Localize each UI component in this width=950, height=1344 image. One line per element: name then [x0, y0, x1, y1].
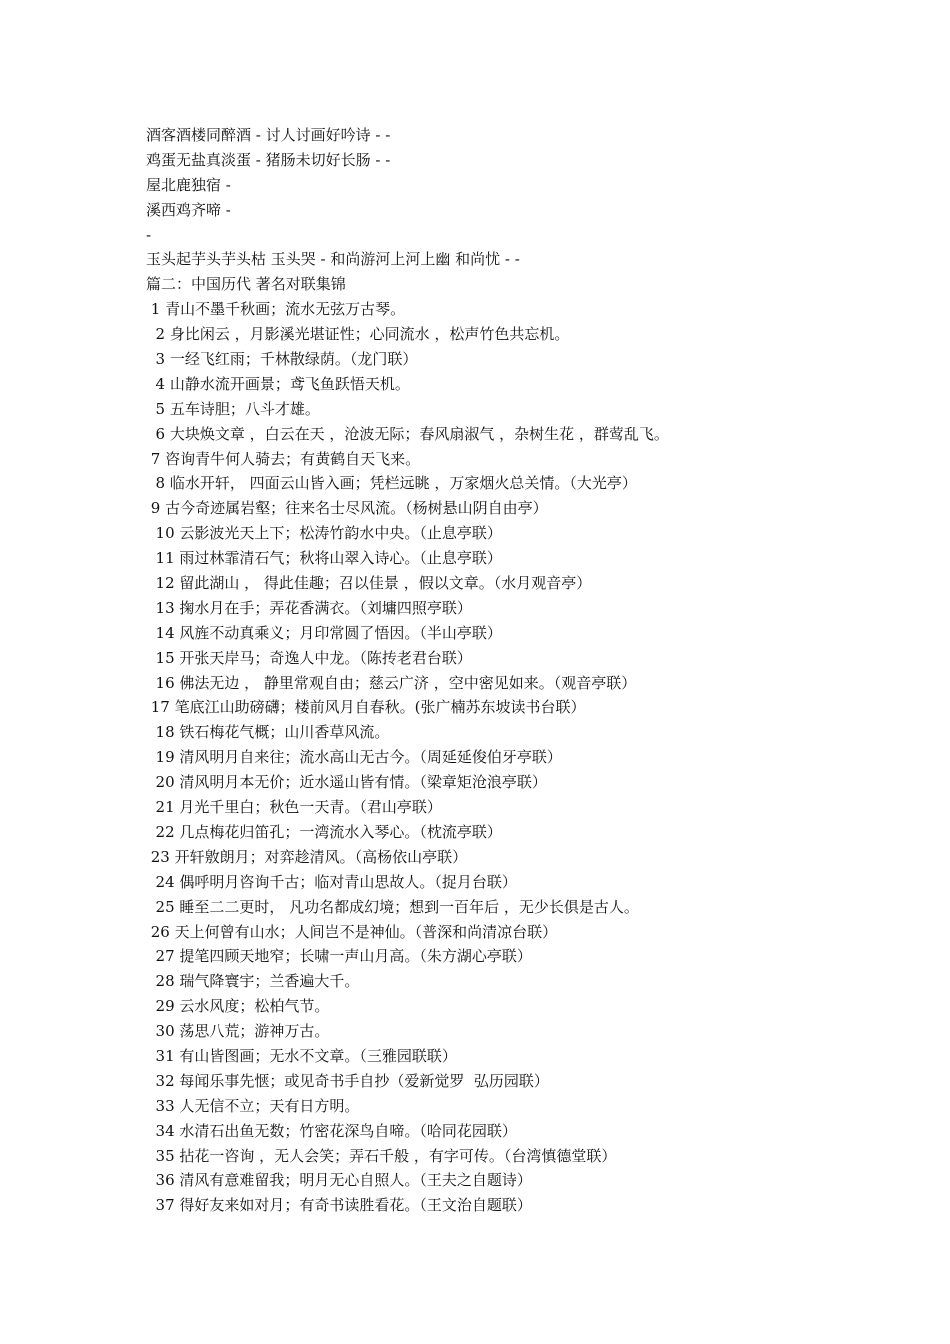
couplet-item: 37 得好友来如对月；有奇书读胜看花。（王文治自题联） — [146, 1196, 532, 1215]
text-line: 玉头起芋头芋头枯 玉头哭 - 和尚游河上河上幽 和尚忧 - - — [146, 250, 520, 269]
couplet-item: 33 人无信不立；天有日方明。 — [146, 1096, 360, 1115]
couplet-item: 14 风旌不动真乘义；月印常圆了悟因。（半山亭联） — [146, 623, 502, 642]
text-line: 溪西鸡齐啼 - — [146, 200, 231, 219]
couplet-item: 1 青山不墨千秋画；流水无弦万古琴。 — [146, 300, 406, 319]
couplet-item: 3 一经飞红雨；千林散绿荫。（龙门联） — [146, 350, 418, 369]
couplet-item: 20 清风明月本无价；近水遥山皆有情。（梁章矩沧浪亭联） — [146, 773, 547, 792]
couplet-item: 2 身比闲云 ，月影溪光堪证性；心同流水 ，松声竹色共忘机。 — [146, 325, 570, 344]
document-body — [146, 123, 926, 1218]
section-heading: 篇二：中国历代 著名对联集锦 — [146, 275, 346, 294]
couplet-item: 34 水清石出鱼无数；竹密花深鸟自啼。（哈同花园联） — [146, 1121, 517, 1140]
couplet-item: 17 笔底江山助磅礴；楼前风月自春秋。(张广楠苏东坡读书台联） — [146, 698, 586, 717]
couplet-item: 32 每闻乐事先惬；或见奇书手自抄（爱新觉罗 弘历园联） — [146, 1071, 549, 1090]
couplet-item: 15 开张天岸马；奇逸人中龙。（陈抟老君台联） — [146, 648, 472, 667]
text-line: 鸡蛋无盐真淡蛋 - 猪肠未切好长肠 - - — [146, 150, 391, 169]
text-line: - — [146, 225, 152, 244]
text-line: 屋北鹿独宿 - — [146, 175, 231, 194]
couplet-item: 12 留此湖山 ， 得此佳趣；召以佳景 ，假以文章。（水月观音亭） — [146, 574, 592, 593]
couplet-item: 27 提笔四顾天地窄；长啸一声山月高。（朱方湖心亭联） — [146, 947, 532, 966]
text-line: 酒客酒楼同醉酒 - 讨人讨画好吟诗 - - — [146, 126, 391, 144]
couplet-item: 4 山静水流开画景；鸢飞鱼跃悟天机。 — [146, 374, 410, 393]
couplet-item: 7 咨询青牛何人骑去；有黄鹤自天飞来。 — [146, 449, 421, 468]
couplet-item: 36 清风有意难留我；明月无心自照人。（王夫之自题诗） — [146, 1171, 532, 1190]
couplet-item: 16 佛法无边 ， 静里常观自由；慈云广济 ，空中密见如来。（观音亭联） — [146, 673, 637, 692]
couplet-item: 24 偶呼明月咨询千古；临对青山思故人。（捉月台联） — [146, 872, 517, 891]
couplet-item: 18 铁石梅花气概；山川香草风流。 — [146, 723, 390, 742]
couplet-item: 10 云影波光天上下；松涛竹韵水中央。（止息亭联） — [146, 524, 502, 543]
couplet-item: 5 五车诗胆；八斗才雄。 — [146, 399, 320, 418]
couplet-item: 23 开轩敫朗月；对弈趁清风。（高杨依山亭联） — [146, 847, 468, 866]
couplet-item: 13 掬水月在手；弄花香满衣。（刘墉四照亭联） — [146, 598, 472, 617]
couplet-item: 26 天上何曾有山水；人间岂不是神仙。（普深和尚清凉台联） — [146, 922, 558, 941]
couplet-item: 21 月光千里白；秋色一天青。（君山亭联） — [146, 798, 442, 817]
couplet-item: 28 瑞气降寰宇；兰香遍大千。 — [146, 972, 360, 991]
couplet-item: 8 临水开轩， 四面云山皆入画；凭栏远眺 ，万家烟火总关情。（大光亭） — [146, 474, 637, 493]
couplet-item: 25 睡至二二更时， 凡功名都成幻境；想到一百年后 ，无少长俱是古人。 — [146, 897, 639, 916]
couplet-item: 11 雨过林霏清石气；秋将山翠入诗心。（止息亭联） — [146, 549, 502, 568]
couplet-item: 9 古今奇迹属岩壑；往来名士尽风流。（杨树悬山阴自由亭） — [146, 499, 548, 518]
couplet-item: 19 清风明月自来往；流水高山无古今。（周延延俊伯牙亭联） — [146, 748, 562, 767]
couplet-item: 29 云水风度；松柏气节。 — [146, 997, 330, 1016]
couplet-item: 35 拈花一咨询 ，无人会笑；弄石千般 ，有字可传。（台湾慎德堂联） — [146, 1146, 617, 1165]
couplet-item: 22 几点梅花归笛孔；一湾流水入琴心。（枕流亭联） — [146, 822, 502, 841]
couplet-item: 6 大块焕文章 ，白云在天 ，沧波无际；春风扇淑气 ，杂树生花 ，群莺乱飞。 — [146, 424, 669, 443]
couplet-item: 31 有山皆图画；无水不文章。（三雅园联联） — [146, 1046, 457, 1065]
couplet-item: 30 荡思八荒；游神万古。 — [146, 1022, 330, 1041]
